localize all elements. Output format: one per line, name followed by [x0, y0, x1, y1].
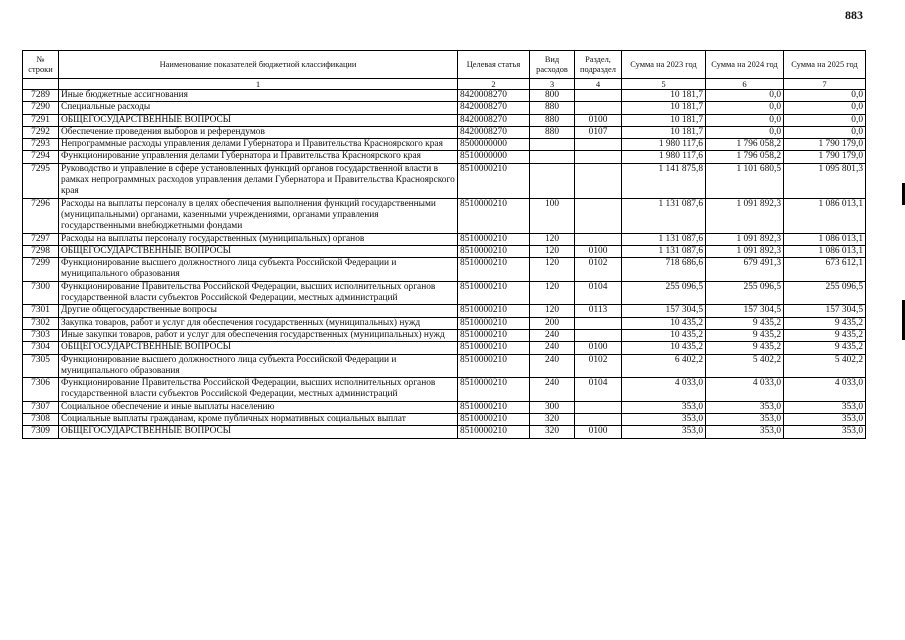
sum-2025: 1 086 013,1 — [784, 233, 866, 245]
sum-2024: 1 101 680,5 — [706, 163, 784, 198]
section-code — [575, 90, 622, 102]
expense-type: 240 — [530, 329, 575, 341]
row-number: 7308 — [23, 414, 59, 426]
table-row — [23, 342, 866, 354]
header-sum-2023: Сумма на 2023 год — [622, 51, 706, 79]
sum-2024: 353,0 — [706, 414, 784, 426]
row-number: 7300 — [23, 281, 59, 305]
expense-type: 240 — [530, 342, 575, 354]
target-code: 8510000210 — [458, 305, 530, 317]
sum-2025: 353,0 — [784, 401, 866, 413]
table-row — [23, 90, 866, 102]
expense-type: 320 — [530, 414, 575, 426]
sum-2024: 9 435,2 — [706, 342, 784, 354]
row-number: 7290 — [23, 102, 59, 114]
sum-2025: 0,0 — [784, 114, 866, 126]
target-code: 8510000210 — [458, 258, 530, 282]
sum-2024: 9 435,2 — [706, 329, 784, 341]
sum-2023: 1 141 875,8 — [622, 163, 706, 198]
expense-type: 120 — [530, 258, 575, 282]
table-row — [23, 329, 866, 341]
sum-2025: 673 612,1 — [784, 258, 866, 282]
sum-2024: 1 796 058,2 — [706, 151, 784, 163]
sum-2023: 1 131 087,6 — [622, 245, 706, 257]
indicator-name: ОБЩЕГОСУДАРСТВЕННЫЕ ВОПРОСЫ — [59, 426, 458, 438]
sum-2025: 1 086 013,1 — [784, 245, 866, 257]
section-code: 0102 — [575, 354, 622, 378]
sum-2023: 10 435,2 — [622, 317, 706, 329]
indicator-name: Специальные расходы — [59, 102, 458, 114]
sum-2025: 9 435,2 — [784, 342, 866, 354]
header-sum-2024: Сумма на 2024 год — [706, 51, 784, 79]
sum-2023: 353,0 — [622, 401, 706, 413]
indicator-name: Функционирование Правительства Российской Федерации, высших исполнительных органов государственной власти субъектов Российской Федерации, местных администраций — [59, 281, 458, 305]
column-number: 3 — [530, 79, 575, 90]
section-code — [575, 401, 622, 413]
table-row — [23, 317, 866, 329]
column-number: 4 — [575, 79, 622, 90]
indicator-name: ОБЩЕГОСУДАРСТВЕННЫЕ ВОПРОСЫ — [59, 342, 458, 354]
header-row-no: № строки — [23, 51, 59, 79]
indicator-name: Иные закупки товаров, работ и услуг для обеспечения государственных (муниципальных) нужд — [59, 329, 458, 341]
sum-2025: 1 095 801,3 — [784, 163, 866, 198]
page-number: 883 — [845, 8, 863, 22]
header-name: Наименование показателей бюджетной классификации — [59, 51, 458, 79]
target-code: 8510000210 — [458, 378, 530, 402]
sum-2024: 9 435,2 — [706, 317, 784, 329]
indicator-name: Непрограммные расходы управления делами Губернатора и Правительства Красноярского края — [59, 139, 458, 151]
row-number: 7294 — [23, 151, 59, 163]
sum-2023: 10 181,7 — [622, 126, 706, 138]
sum-2023: 718 686,6 — [622, 258, 706, 282]
row-number: 7303 — [23, 329, 59, 341]
indicator-name: Функционирование высшего должностного лица субъекта Российской Федерации и муниципального образования — [59, 354, 458, 378]
row-number: 7301 — [23, 305, 59, 317]
header-section: Раздел, подраздел — [575, 51, 622, 79]
indicator-name: Обеспечение проведения выборов и референдумов — [59, 126, 458, 138]
target-code: 8510000210 — [458, 245, 530, 257]
section-code — [575, 233, 622, 245]
indicator-name: Социальное обеспечение и иные выплаты населению — [59, 401, 458, 413]
expense-type — [530, 163, 575, 198]
sum-2024: 353,0 — [706, 401, 784, 413]
sum-2023: 10 181,7 — [622, 90, 706, 102]
section-code — [575, 198, 622, 233]
header-row — [23, 51, 866, 79]
row-number: 7296 — [23, 198, 59, 233]
indicator-name: Иные бюджетные ассигнования — [59, 90, 458, 102]
table-row — [23, 151, 866, 163]
sum-2024: 157 304,5 — [706, 305, 784, 317]
indicator-name: Расходы на выплаты персоналу в целях обеспечения выполнения функций государственными (муниципальными) органами, казенными учреждениями, органами управления государственными внебюджетными фондами — [59, 198, 458, 233]
row-number: 7292 — [23, 126, 59, 138]
table-row — [23, 245, 866, 257]
section-code: 0100 — [575, 426, 622, 438]
row-number: 7293 — [23, 139, 59, 151]
section-code: 0100 — [575, 245, 622, 257]
table-row — [23, 233, 866, 245]
section-code — [575, 317, 622, 329]
table-row — [23, 258, 866, 282]
row-number: 7304 — [23, 342, 59, 354]
expense-type: 120 — [530, 245, 575, 257]
header-expense-type: Вид расходов — [530, 51, 575, 79]
target-code: 8510000210 — [458, 317, 530, 329]
sum-2025: 157 304,5 — [784, 305, 866, 317]
indicator-name: Расходы на выплаты персоналу государственных (муниципальных) органов — [59, 233, 458, 245]
sum-2025: 9 435,2 — [784, 317, 866, 329]
indicator-name: Социальные выплаты гражданам, кроме публичных нормативных социальных выплат — [59, 414, 458, 426]
indicator-name: Руководство и управление в сфере установленных функций органов государственной власти в рамках непрограммных расходов управления делами Губернатора и Правительства Красноярского края — [59, 163, 458, 198]
table-row — [23, 126, 866, 138]
expense-type — [530, 139, 575, 151]
sum-2023: 1 980 117,6 — [622, 139, 706, 151]
row-number: 7295 — [23, 163, 59, 198]
table-row — [23, 305, 866, 317]
sum-2025: 5 402,2 — [784, 354, 866, 378]
expense-type: 240 — [530, 378, 575, 402]
target-code: 8510000210 — [458, 401, 530, 413]
section-code — [575, 414, 622, 426]
target-code: 8510000210 — [458, 233, 530, 245]
row-number: 7298 — [23, 245, 59, 257]
sum-2023: 10 181,7 — [622, 102, 706, 114]
sum-2023: 353,0 — [622, 414, 706, 426]
sum-2024: 1 091 892,3 — [706, 233, 784, 245]
table-row — [23, 163, 866, 198]
sum-2023: 353,0 — [622, 426, 706, 438]
header-sum-2025: Сумма на 2025 год — [784, 51, 866, 79]
sum-2025: 353,0 — [784, 426, 866, 438]
target-code: 8500000000 — [458, 139, 530, 151]
table-row — [23, 414, 866, 426]
column-number — [23, 79, 59, 90]
target-code: 8510000210 — [458, 414, 530, 426]
expense-type: 240 — [530, 354, 575, 378]
row-number: 7307 — [23, 401, 59, 413]
expense-type: 200 — [530, 317, 575, 329]
table-row — [23, 354, 866, 378]
sum-2024: 5 402,2 — [706, 354, 784, 378]
expense-type: 300 — [530, 401, 575, 413]
section-code — [575, 329, 622, 341]
expense-type: 880 — [530, 114, 575, 126]
target-code: 8420008270 — [458, 90, 530, 102]
row-number: 7302 — [23, 317, 59, 329]
target-code: 8510000210 — [458, 198, 530, 233]
sum-2023: 6 402,2 — [622, 354, 706, 378]
sum-2025: 9 435,2 — [784, 329, 866, 341]
expense-type: 880 — [530, 126, 575, 138]
table-row — [23, 198, 866, 233]
expense-type: 120 — [530, 281, 575, 305]
sum-2025: 1 086 013,1 — [784, 198, 866, 233]
sum-2024: 1 091 892,3 — [706, 198, 784, 233]
table-row — [23, 114, 866, 126]
section-code — [575, 139, 622, 151]
row-number: 7309 — [23, 426, 59, 438]
row-number: 7289 — [23, 90, 59, 102]
indicator-name: ОБЩЕГОСУДАРСТВЕННЫЕ ВОПРОСЫ — [59, 114, 458, 126]
expense-type: 100 — [530, 198, 575, 233]
section-code — [575, 102, 622, 114]
section-code: 0100 — [575, 114, 622, 126]
sum-2023: 255 096,5 — [622, 281, 706, 305]
row-number: 7291 — [23, 114, 59, 126]
section-code: 0102 — [575, 258, 622, 282]
section-code — [575, 163, 622, 198]
target-code: 8510000210 — [458, 329, 530, 341]
row-number: 7297 — [23, 233, 59, 245]
sum-2024: 0,0 — [706, 102, 784, 114]
column-number: 5 — [622, 79, 706, 90]
target-code: 8510000000 — [458, 151, 530, 163]
target-code: 8510000210 — [458, 354, 530, 378]
sum-2025: 0,0 — [784, 126, 866, 138]
sum-2025: 1 790 179,0 — [784, 151, 866, 163]
header-target: Целевая статья — [458, 51, 530, 79]
sum-2023: 10 181,7 — [622, 114, 706, 126]
section-code: 0113 — [575, 305, 622, 317]
row-number: 7305 — [23, 354, 59, 378]
sum-2024: 0,0 — [706, 90, 784, 102]
indicator-name: Функционирование Правительства Российской Федерации, высших исполнительных органов государственной власти субъектов Российской Федерации, местных администраций — [59, 378, 458, 402]
sum-2024: 679 491,3 — [706, 258, 784, 282]
target-code: 8420008270 — [458, 102, 530, 114]
expense-type — [530, 151, 575, 163]
sum-2025: 0,0 — [784, 102, 866, 114]
expense-type: 120 — [530, 305, 575, 317]
table-row — [23, 102, 866, 114]
indicator-name: ОБЩЕГОСУДАРСТВЕННЫЕ ВОПРОСЫ — [59, 245, 458, 257]
table-row — [23, 139, 866, 151]
section-code: 0100 — [575, 342, 622, 354]
sum-2025: 353,0 — [784, 414, 866, 426]
sum-2023: 1 131 087,6 — [622, 198, 706, 233]
column-number: 7 — [784, 79, 866, 90]
target-code: 8420008270 — [458, 126, 530, 138]
indicator-name: Функционирование высшего должностного лица субъекта Российской Федерации и муниципального образования — [59, 258, 458, 282]
section-code: 0104 — [575, 281, 622, 305]
sum-2024: 1 796 058,2 — [706, 139, 784, 151]
budget-table — [22, 50, 866, 439]
indicator-name: Другие общегосударственные вопросы — [59, 305, 458, 317]
target-code: 8510000210 — [458, 342, 530, 354]
sum-2024: 255 096,5 — [706, 281, 784, 305]
sum-2025: 1 790 179,0 — [784, 139, 866, 151]
row-number: 7299 — [23, 258, 59, 282]
section-code — [575, 151, 622, 163]
expense-type: 120 — [530, 233, 575, 245]
table-row — [23, 426, 866, 438]
row-number: 7306 — [23, 378, 59, 402]
expense-type: 320 — [530, 426, 575, 438]
sum-2025: 255 096,5 — [784, 281, 866, 305]
section-code: 0107 — [575, 126, 622, 138]
column-numbers-row — [23, 79, 866, 90]
sum-2023: 4 033,0 — [622, 378, 706, 402]
sum-2024: 0,0 — [706, 114, 784, 126]
sum-2024: 0,0 — [706, 126, 784, 138]
indicator-name: Закупка товаров, работ и услуг для обеспечения государственных (муниципальных) нужд — [59, 317, 458, 329]
sum-2023: 1 980 117,6 — [622, 151, 706, 163]
table-row — [23, 378, 866, 402]
table-row — [23, 281, 866, 305]
table-row — [23, 401, 866, 413]
sum-2025: 4 033,0 — [784, 378, 866, 402]
target-code: 8510000210 — [458, 281, 530, 305]
column-number: 6 — [706, 79, 784, 90]
sum-2023: 157 304,5 — [622, 305, 706, 317]
expense-type: 800 — [530, 90, 575, 102]
indicator-name: Функционирование управления делами Губернатора и Правительства Красноярского края — [59, 151, 458, 163]
column-number: 1 — [59, 79, 458, 90]
sum-2023: 10 435,2 — [622, 329, 706, 341]
target-code: 8510000210 — [458, 426, 530, 438]
target-code: 8510000210 — [458, 163, 530, 198]
sum-2025: 0,0 — [784, 90, 866, 102]
sum-2024: 1 091 892,3 — [706, 245, 784, 257]
column-number: 2 — [458, 79, 530, 90]
sum-2023: 10 435,2 — [622, 342, 706, 354]
section-code: 0104 — [575, 378, 622, 402]
target-code: 8420008270 — [458, 114, 530, 126]
sum-2024: 353,0 — [706, 426, 784, 438]
sum-2024: 4 033,0 — [706, 378, 784, 402]
expense-type: 880 — [530, 102, 575, 114]
sum-2023: 1 131 087,6 — [622, 233, 706, 245]
